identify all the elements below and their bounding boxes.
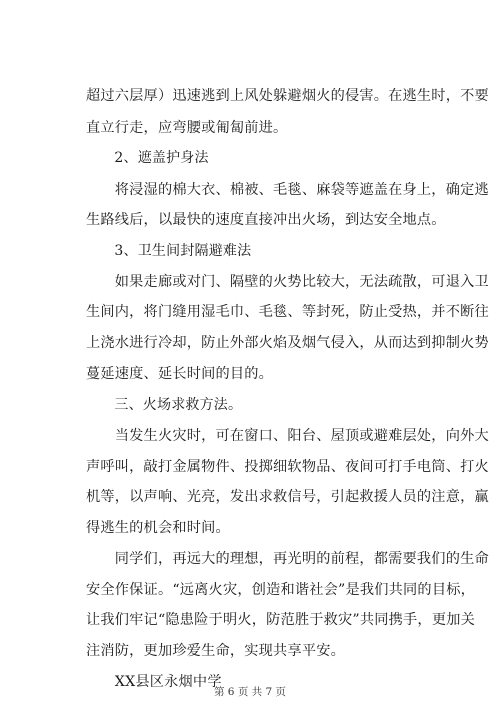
text-line: 当发生火灾时，可在窗口、阳台、屋顶或避难层处，向外大 bbox=[86, 428, 489, 444]
text-line: 如果走廊或对门、隔壁的火势比较大，无法疏散，可退入卫 bbox=[86, 274, 489, 290]
signature-line: XX县区永烟中学 bbox=[86, 674, 222, 690]
text-line: 得逃生的机会和时间。 bbox=[86, 520, 230, 536]
text-line: 让我们牢记“隐患险于明火，防范胜于救灾”共同携手，更加关 bbox=[86, 612, 475, 628]
text-line: 同学们，再远大的理想，再光明的前程，都需要我们的生命 bbox=[86, 551, 489, 567]
text-line: 机等，以声响、光亮，发出求救信号，引起救援人员的注意，赢 bbox=[86, 489, 489, 505]
text-line: 直立行走，应弯腰或匍匐前进。 bbox=[86, 120, 288, 136]
text-line: 声呼叫，敲打金属物件、投掷细软物品、夜间可打手电筒、打火 bbox=[86, 459, 489, 475]
text-line: 将浸湿的棉大衣、棉被、毛毯、麻袋等遮盖在身上，确定逃 bbox=[86, 182, 489, 198]
section-heading: 2、遮盖护身法 bbox=[86, 150, 209, 166]
section-heading: 3、卫生间封隔避难法 bbox=[86, 243, 252, 259]
text-line: 上浇水进行冷却，防止外部火焰及烟气侵入，从而达到抑制火势 bbox=[86, 335, 489, 351]
text-line: 超过六层厚）迅速逃到上风处躲避烟火的侵害。在逃生时，不要 bbox=[86, 88, 489, 104]
page-number: 第 6 页 共 7 页 bbox=[213, 686, 287, 698]
text-line: 生间内，将门缝用湿毛巾、毛毯、等封死，防止受热，并不断往 bbox=[86, 304, 489, 320]
text-line: 生路线后，以最快的速度直接冲出火场，到达安全地点。 bbox=[86, 212, 446, 228]
section-heading: 三、火场求救方法。 bbox=[86, 397, 243, 413]
text-line: 蔓延速度、延长时间的目的。 bbox=[86, 366, 274, 382]
text-line: 安全作保证。“远离火灾，创造和谐社会”是我们共同的目标， bbox=[86, 582, 475, 598]
text-line: 注消防，更加珍爱生命，实现共享平安。 bbox=[86, 643, 345, 659]
